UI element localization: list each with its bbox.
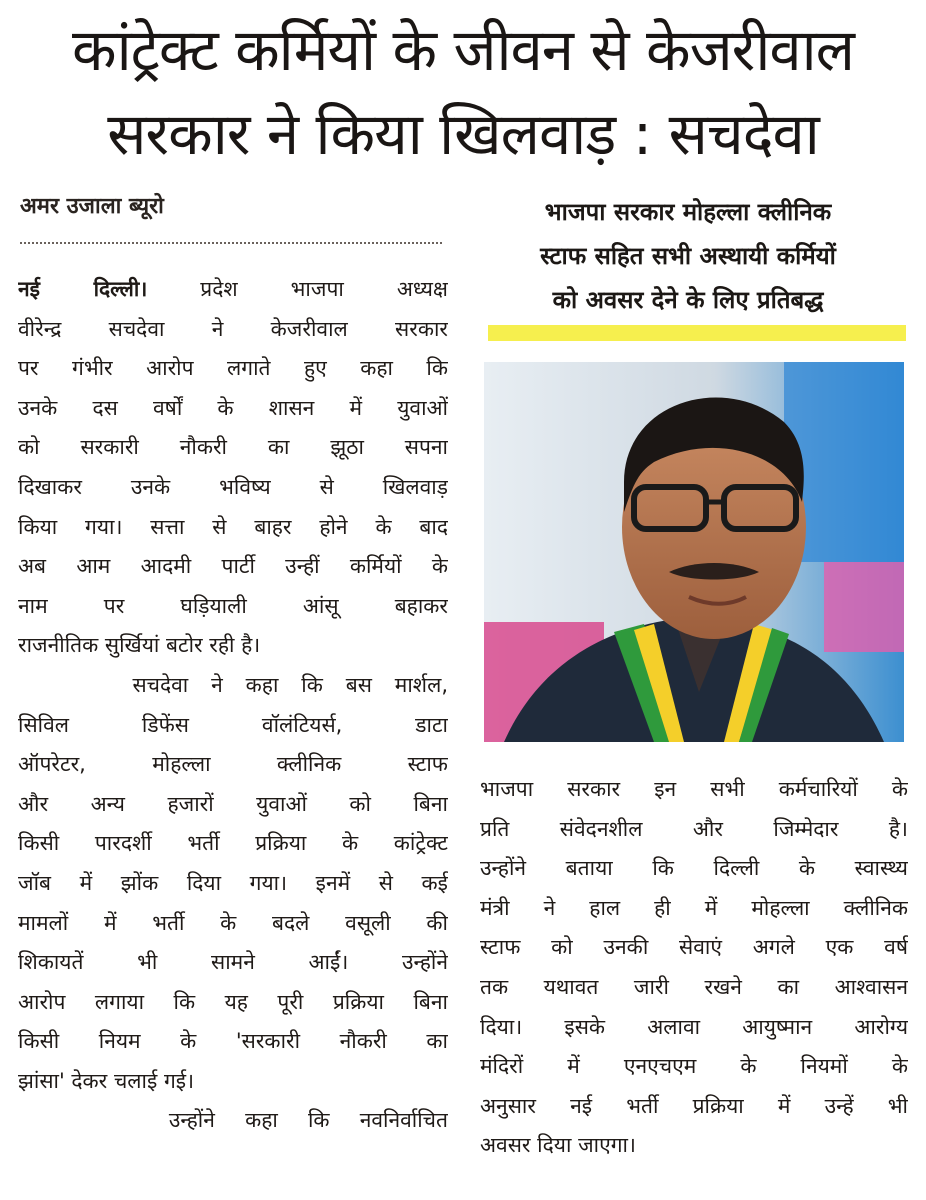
left-article-column xyxy=(18,270,448,1141)
article-line: उन्होंने कहा कि नवनिर्वाचित xyxy=(18,1108,448,1133)
article-line: राजनीतिक सुर्खियां बटोर रही है। xyxy=(18,633,261,658)
article-line-text: प्रदेश भाजपा अध्यक्ष xyxy=(147,277,448,301)
article-line: भाजपा सरकार इन सभी कर्मचारियों के xyxy=(480,777,908,801)
headline-line-2: सरकार ने किया खिलवाड़ : सचदेवा xyxy=(107,100,819,168)
article-line xyxy=(18,270,448,310)
article-line: स्टाफ को उनकी सेवाएं अगले एक वर्ष xyxy=(480,935,908,960)
article-line: अवसर दिया जाएगा। xyxy=(480,1133,636,1158)
article-line: किया गया। सत्ता से बाहर होने के बाद xyxy=(18,514,448,539)
subheadline-line: स्टाफ सहित सभी अस्थायी कर्मियों xyxy=(540,242,836,270)
article-line: उनके दस वर्षों के शासन में युवाओं xyxy=(18,395,448,420)
byline-divider xyxy=(20,242,442,244)
article-line: मामलों में भर्ती के बदले वसूली की xyxy=(18,910,448,935)
subheadline-line: भाजपा सरकार मोहल्ला क्लीनिक xyxy=(544,198,832,226)
portrait-photo xyxy=(484,362,904,742)
article-line: दिखाकर उनके भविष्य से खिलवाड़ xyxy=(18,474,448,499)
article-line: अब आम आदमी पार्टी उन्हीं कर्मियों के xyxy=(18,554,448,579)
dateline: नई दिल्ली। xyxy=(18,277,148,301)
article-line: उन्होंने बताया कि दिल्ली के स्वास्थ्य xyxy=(480,856,908,881)
article-line: प्रति संवेदनशील और जिम्मेदार है। xyxy=(480,816,908,841)
headline-line-1: कांट्रेक्ट कर्मियों के जीवन से केजरीवाल xyxy=(72,16,854,84)
article-line: पर गंभीर आरोप लगाते हुए कहा कि xyxy=(18,356,448,381)
article-line: शिकायतें भी सामने आईं। उन्होंने xyxy=(18,950,448,975)
article-line: को सरकारी नौकरी का झूठा सपना xyxy=(18,435,448,460)
article-line: वीरेन्द्र सचदेवा ने केजरीवाल सरकार xyxy=(18,316,448,341)
article-line: आरोप लगाया कि यह पूरी प्रक्रिया बिना xyxy=(18,989,448,1014)
article-line: ऑपरेटर, मोहल्ला क्लीनिक स्टाफ xyxy=(18,752,448,777)
article-line: दिया। इसके अलावा आयुष्मान आरोग्य xyxy=(480,1014,908,1039)
byline: अमर उजाला ब्यूरो xyxy=(20,194,164,219)
article-line: सचदेवा ने कहा कि बस मार्शल, xyxy=(18,672,448,697)
article-line: किसी नियम के 'सरकारी नौकरी का xyxy=(18,1029,448,1054)
article-line: नाम पर घड़ियाली आंसू बहाकर xyxy=(18,593,448,618)
article-line: मंदिरों में एनएचएम के नियमों के xyxy=(480,1054,908,1079)
article-line: जॉब में झोंक दिया गया। इनमें से कई xyxy=(18,870,448,895)
article-line: किसी पारदर्शी भर्ती प्रक्रिया के कांट्रेक्ट xyxy=(18,831,448,856)
article-line: अनुसार नई भर्ती प्रक्रिया में उन्हें भी xyxy=(480,1093,908,1118)
portrait-illustration xyxy=(484,362,904,742)
subheadline xyxy=(468,190,908,322)
right-article-column xyxy=(480,770,908,1166)
accent-bar xyxy=(488,325,906,341)
article-line: झांसा' देकर चलाई गई। xyxy=(18,1068,195,1093)
article-line: तक यथावत जारी रखने का आश्वासन xyxy=(480,974,908,999)
article-line: मंत्री ने हाल ही में मोहल्ला क्लीनिक xyxy=(480,895,908,920)
subheadline-line: को अवसर देने के लिए प्रतिबद्ध xyxy=(552,286,824,314)
article-line: सिविल डिफेंस वॉलंटियर्स, डाटा xyxy=(18,712,448,737)
article-line: और अन्य हजारों युवाओं को बिना xyxy=(18,791,448,816)
